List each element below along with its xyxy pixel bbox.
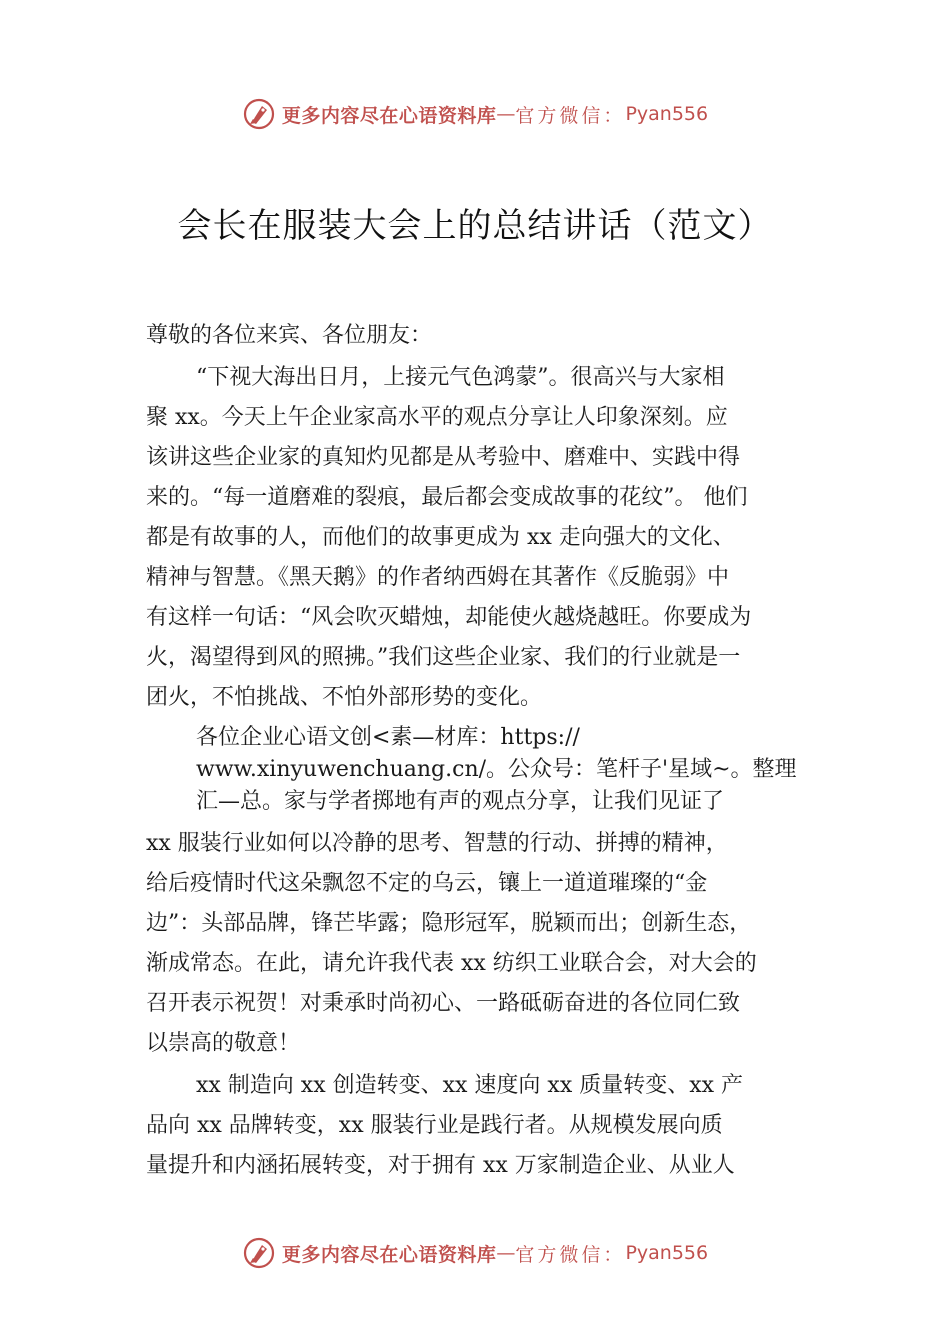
footer-brand-text: 更多内容尽在心语资料库 bbox=[281, 1243, 497, 1266]
body-line: 聚 xx。今天上午企业家高水平的观点分享让人印象深刻。应 bbox=[146, 405, 728, 430]
header-wechat-label: 官方微信： bbox=[515, 104, 626, 127]
body-line: 边”：头部品牌，锋芒毕露；隐形冠军，脱颖而出；创新生态， bbox=[146, 911, 752, 936]
body-line: 火，渴望得到风的照拂。”我们这些企业家、我们的行业就是一 bbox=[146, 645, 741, 670]
header-brand-text: 更多内容尽在心语资料库 bbox=[281, 104, 497, 127]
body-line: 渐成常态。在此，请允许我代表 xx 纺织工业联合会，对大会的 bbox=[146, 951, 757, 976]
body-line: “下视大海出日月，上接元气色鸿蒙”。很高兴与大家相 bbox=[196, 365, 725, 390]
footer-separator: — bbox=[496, 1242, 516, 1264]
body-line: 给后疫情时代这朵飘忽不定的乌云，镶上一道道璀璨的“金 bbox=[146, 871, 708, 896]
pen-nib-logo-icon bbox=[242, 1236, 276, 1270]
body-line: xx 制造向 xx 创造转变、xx 速度向 xx 质量转变、xx 产 bbox=[196, 1073, 744, 1098]
body-line: 来的。“每一道磨难的裂痕，最后都会变成故事的花纹”。 他们 bbox=[146, 485, 748, 510]
body-line: 品向 xx 品牌转变，xx 服装行业是践行者。从规模发展向质 bbox=[146, 1113, 723, 1138]
body-line: 各位企业心语文创<素—材库：https:// bbox=[196, 725, 580, 750]
body-line: 尊敬的各位来宾、各位朋友： bbox=[146, 323, 433, 348]
body-line: 召开表示祝贺！对秉承时尚初心、一路砥砺奋进的各位同仁致 bbox=[146, 991, 741, 1016]
body-line: 量提升和内涵拓展转变，对于拥有 xx 万家制造企业、从业人 bbox=[146, 1153, 735, 1178]
body-line: 有这样一句话：“风会吹灭蜡烛，却能使火越烧越旺。你要成为 bbox=[146, 605, 752, 630]
body-line: 汇—总。家与学者掷地有声的观点分享，让我们见证了 bbox=[196, 789, 725, 814]
body-line: www.xinyuwenchuang.cn/。公众号：笔杆子'星域~。整理 bbox=[196, 757, 797, 782]
footer-wechat-id: Pyan556 bbox=[625, 1242, 709, 1264]
footer-banner bbox=[0, 1233, 950, 1273]
body-line: 该讲这些企业家的真知灼见都是从考验中、磨难中、实践中得 bbox=[146, 445, 741, 470]
header-wechat-id: Pyan556 bbox=[625, 103, 709, 125]
document-body bbox=[146, 0, 826, 1178]
body-line: xx 服装行业如何以冷静的思考、智慧的行动、拼搏的精神， bbox=[146, 831, 728, 856]
body-line: 团火，不怕挑战、不怕外部形势的变化。 bbox=[146, 685, 543, 710]
header-separator: — bbox=[496, 103, 516, 125]
body-line: 都是有故事的人，而他们的故事更成为 xx 走向强大的文化、 bbox=[146, 525, 735, 550]
body-line: 以崇高的敬意！ bbox=[146, 1031, 301, 1056]
body-line: 精神与智慧。《黑天鹅》的作者纳西姆在其著作《反脆弱》中 bbox=[146, 565, 730, 590]
footer-wechat-label: 官方微信： bbox=[515, 1243, 626, 1266]
document-title: 会长在服装大会上的总结讲话（范文） bbox=[177, 206, 773, 246]
